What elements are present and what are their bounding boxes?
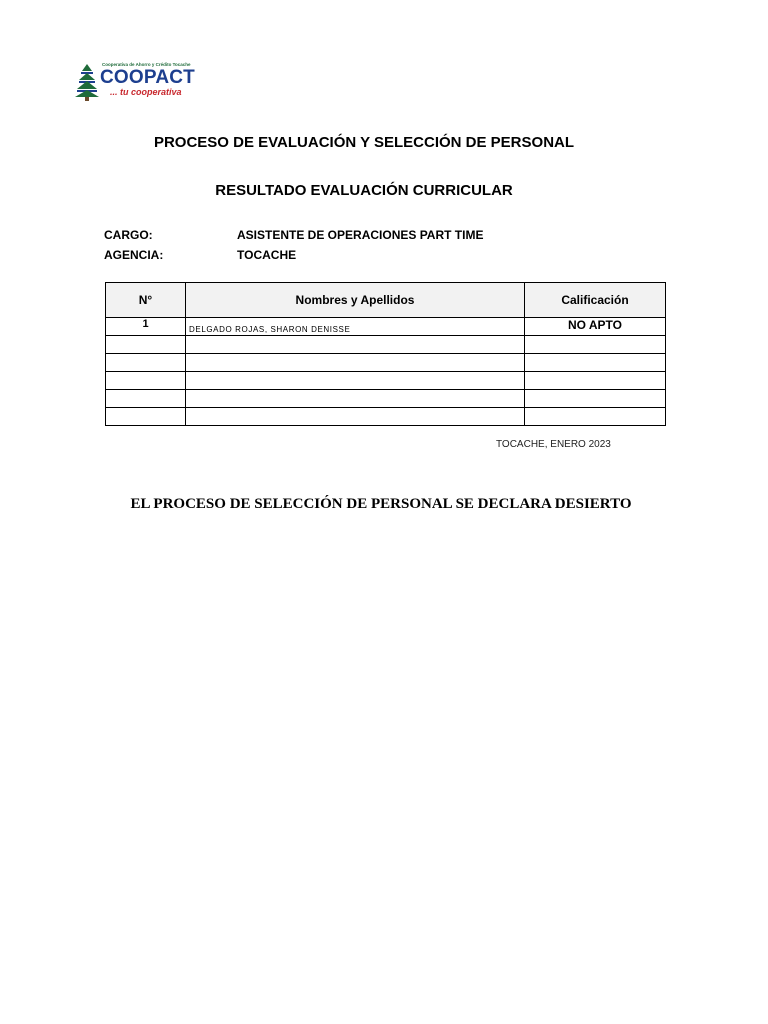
row-grade (525, 390, 666, 408)
row-number (106, 354, 186, 372)
logo-name: COOPACT (100, 67, 195, 88)
table-header-row (106, 283, 666, 318)
row-name (186, 372, 525, 390)
cargo-label: CARGO: (104, 228, 153, 242)
place-date: TOCACHE, ENERO 2023 (496, 439, 611, 450)
row-name (186, 390, 525, 408)
document-title: PROCESO DE EVALUACIÓN Y SELECCIÓN DE PERSONAL (153, 134, 575, 151)
row-number (106, 408, 186, 426)
table-row (106, 390, 666, 408)
column-header-grade: Calificación (525, 283, 666, 318)
table-row (106, 408, 666, 426)
agencia-value: TOCACHE (237, 248, 297, 262)
desierto-notice: EL PROCESO DE SELECCIÓN DE PERSONAL SE DECLARA DESIERTO (130, 496, 632, 512)
table-row (106, 354, 666, 372)
row-number (106, 372, 186, 390)
table-row (106, 318, 666, 336)
cargo-value: ASISTENTE DE OPERACIONES PART TIME (237, 228, 484, 242)
row-number: 1 (106, 318, 186, 336)
row-grade (525, 336, 666, 354)
column-header-names: Nombres y Apellidos (186, 283, 525, 318)
results-table (105, 282, 666, 426)
row-number (106, 336, 186, 354)
row-grade (525, 372, 666, 390)
row-number (106, 390, 186, 408)
row-name (186, 408, 525, 426)
row-grade (525, 354, 666, 372)
table-row (106, 372, 666, 390)
table-row (106, 336, 666, 354)
document-subtitle: RESULTADO EVALUACIÓN CURRICULAR (215, 182, 513, 199)
logo-tagline: Cooperativa de Ahorro y Crédito Tocache (102, 62, 191, 67)
row-name: DELGADO ROJAS, SHARON DENISSE (186, 318, 525, 336)
row-grade: NO APTO (525, 318, 666, 336)
row-name (186, 354, 525, 372)
coopact-logo (72, 62, 202, 102)
logo-slogan: ... tu cooperativa (110, 87, 182, 97)
pine-tree-icon (72, 62, 102, 102)
column-header-number: N° (106, 283, 186, 318)
row-name (186, 336, 525, 354)
agencia-label: AGENCIA: (104, 248, 164, 262)
row-grade (525, 408, 666, 426)
